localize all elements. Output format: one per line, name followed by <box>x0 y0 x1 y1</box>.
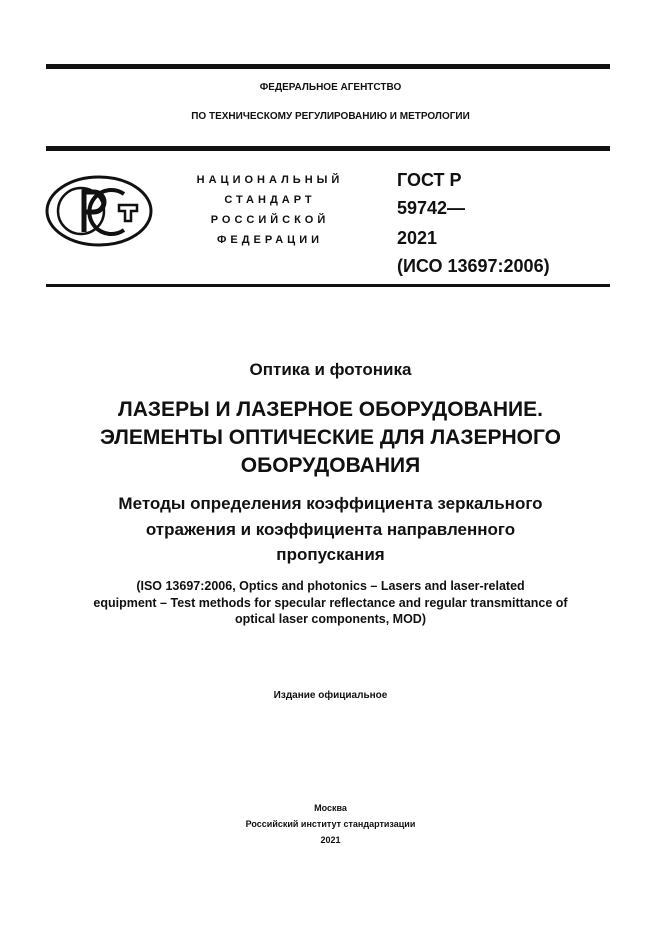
bottom-header-rule <box>46 284 610 287</box>
main-title-3: ОБОРУДОВАНИЯ <box>240 454 421 477</box>
header-rule <box>46 146 610 151</box>
standard-type-4: ФЕДЕРАЦИИ <box>216 234 324 246</box>
topic-title: Оптика и фотоника <box>249 360 412 379</box>
main-title-1: ЛАЗЕРЫ И ЛАЗЕРНОЕ ОБОРУДОВАНИЕ. <box>118 398 543 421</box>
gost-number: 59742— <box>397 198 466 218</box>
agency-line-1: ФЕДЕРАЛЬНОЕ АГЕНТСТВО <box>259 82 402 93</box>
standard-type-3: РОССИЙСКОЙ <box>210 214 330 226</box>
gost-designation: ГОСТ Р <box>397 170 462 190</box>
rst-logo-icon <box>44 174 154 248</box>
standard-type-2: СТАНДАРТ <box>224 194 316 206</box>
edition-note: Издание официальное <box>273 690 388 701</box>
imprint-city: Москва <box>314 803 347 813</box>
subtitle-2: отражения и коэффициента направленного <box>145 520 516 539</box>
gost-year: 2021 <box>397 228 438 248</box>
iso-title-1: (ISO 13697:2006, Optics and photonics – Lasers and laser-related <box>136 579 525 593</box>
standard-type-1: НАЦИОНАЛЬНЫЙ <box>196 174 344 186</box>
top-rule <box>46 64 610 69</box>
imprint-year: 2021 <box>320 835 341 845</box>
iso-title-3: optical laser components, MOD) <box>234 612 426 626</box>
subtitle-3: пропускания <box>276 545 385 564</box>
iso-equivalent: (ИСО 13697:2006) <box>397 256 550 276</box>
subtitle-1: Методы определения коэффициента зеркального <box>118 494 543 513</box>
iso-title-2: equipment – Test methods for specular reflectance and regular transmittance of <box>93 596 568 610</box>
imprint-publisher: Российский институт стандартизации <box>245 819 416 829</box>
main-title-2: ЭЛЕМЕНТЫ ОПТИЧЕСКИЕ ДЛЯ ЛАЗЕРНОГО <box>100 426 561 449</box>
agency-line-2: ПО ТЕХНИЧЕСКОМУ РЕГУЛИРОВАНИЮ И МЕТРОЛОГИИ <box>191 111 470 122</box>
